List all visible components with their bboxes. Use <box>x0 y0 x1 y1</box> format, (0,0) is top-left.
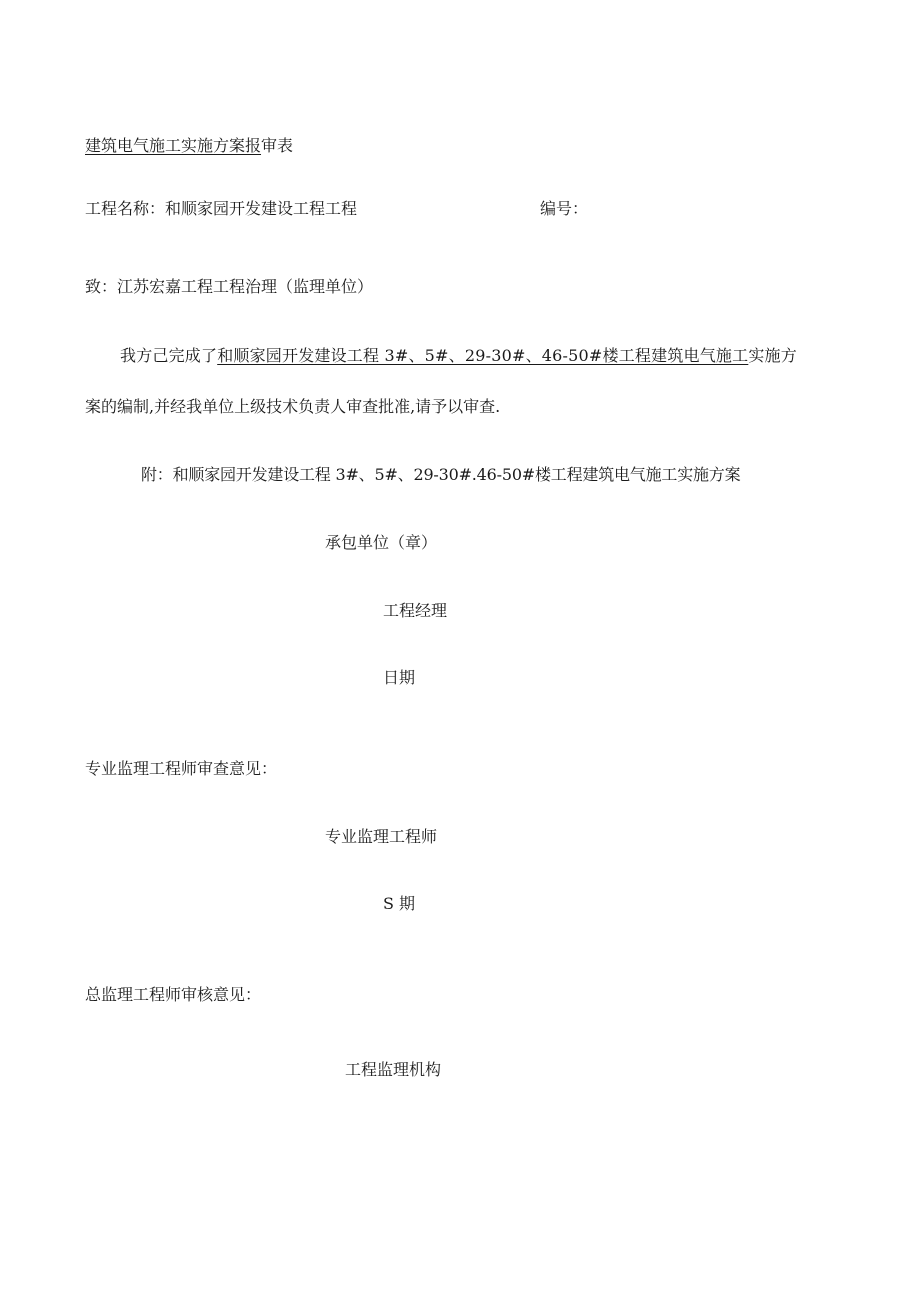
body-line-2: 案的编制,并经我单位上级技术负责人审查批准,请予以审查. <box>85 397 501 416</box>
project-name-value: 和顺家园开发建设工程工程 <box>165 199 358 218</box>
chief-review-heading: 总监理工程师审核意见： <box>85 985 262 1004</box>
project-number-label: 编号： <box>540 199 589 218</box>
contractor-unit-label: 承包单位（章） <box>325 533 438 552</box>
title-underlined: 建筑电气施工实施方案报 <box>85 136 262 155</box>
supervision-org-label: 工程监理机构 <box>345 1060 442 1079</box>
contractor-date-label: 日期 <box>383 668 416 687</box>
title-rest: 审表 <box>261 136 294 155</box>
attachment-line: 附：和顺家园开发建设工程 3#、5#、29-30#.46-50#楼工程建筑电气施工实施方案 <box>141 465 741 484</box>
project-name-row <box>85 199 357 219</box>
body-suffix: 实施方 <box>748 346 797 365</box>
recipient-line: 致：江苏宏嘉工程工程治理（监理单位） <box>85 277 374 296</box>
project-name-label: 工程名称： <box>85 199 166 218</box>
body-prefix: 我方己完成了 <box>120 346 218 365</box>
specialist-engineer-label: 专业监理工程师 <box>325 827 438 846</box>
body-underlined-project: 和顺家园开发建设工程 3#、5#、29-30#、46-50#楼工程建筑电气施工 <box>217 346 749 365</box>
specialist-review-heading: 专业监理工程师审查意见： <box>85 759 278 778</box>
specialist-date-label: S 期 <box>383 894 416 913</box>
project-manager-label: 工程经理 <box>383 601 448 620</box>
document-title <box>85 136 293 156</box>
body-line-1 <box>120 346 797 366</box>
